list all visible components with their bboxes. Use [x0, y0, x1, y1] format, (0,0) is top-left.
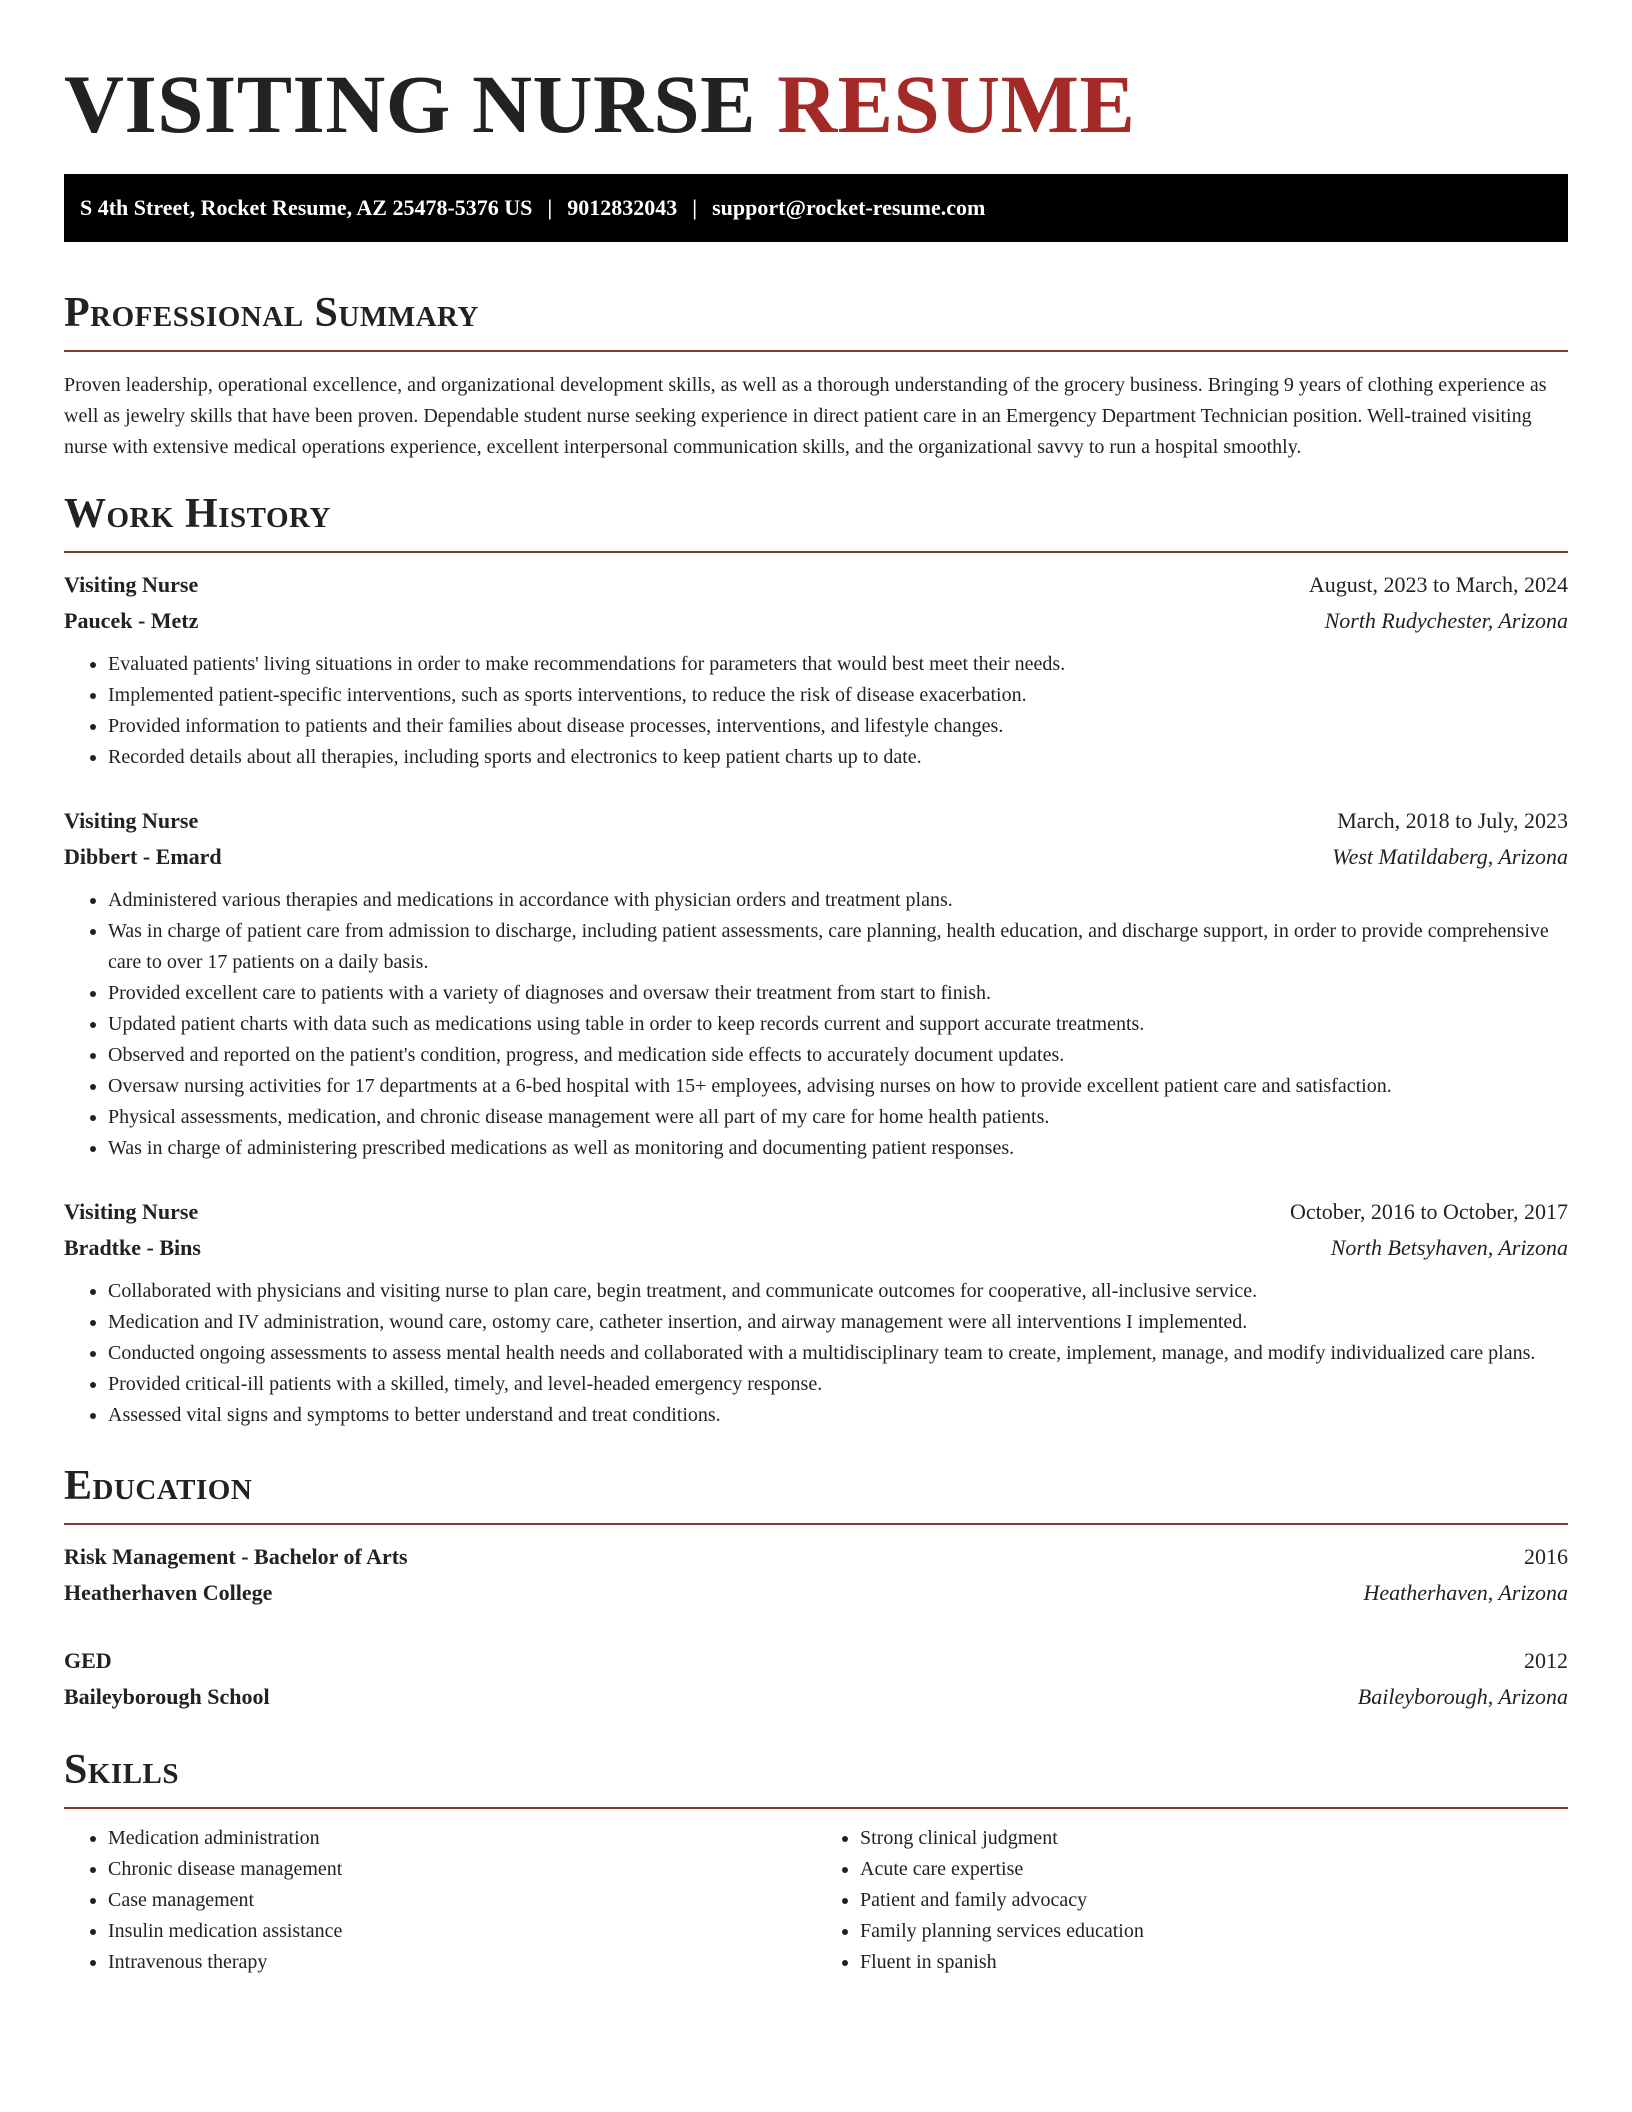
list-item: • Observed and reported on the patient's condition, progress, and medication side effects to accurately document updates. [108, 1040, 1568, 1071]
education-degree-row [64, 1643, 1568, 1679]
skill-item: • Fluent in spanish [860, 1947, 1568, 1978]
section-title-education: Education [64, 1463, 253, 1509]
education-entry [64, 1643, 1568, 1715]
job-dates: August, 2023 to March, 2024 [1308, 572, 1568, 597]
job-header-row [64, 803, 1568, 839]
job-header-row [64, 1194, 1568, 1230]
skills-section [64, 1743, 1568, 1978]
list-item: • Provided excellent care to patients with a variety of diagnoses and oversaw their treatment from start to finish. [108, 978, 1568, 1009]
contact-phone: 9012832043 [567, 195, 678, 220]
title-accent: RESUME [777, 58, 1136, 150]
list-item: • Assessed vital signs and symptoms to better understand and treat conditions. [108, 1400, 1568, 1431]
summary-text: Proven leadership, operational excellence, and organizational development skills, as well as a thorough understanding of the grocery business. Bringing 9 years of clothing experience as well as jewelry skills that have been proven. Dependable student nurse seeking experience in direct patient care in an Emergency Department Technician position. Well-trained visiting nurse with extensive medical operations experience, excellent interpersonal communication skills, and the organizational savvy to run a hospital smoothly. [64, 374, 1547, 458]
education-school-row [64, 1575, 1568, 1611]
list-item: • Recorded details about all therapies, including sports and electronics to keep patient charts up to date. [108, 742, 1568, 773]
list-item: • Oversaw nursing activities for 17 departments at a 6-bed hospital with 15+ employees, advising nurses on how to provide excellent patient care and satisfaction. [108, 1071, 1568, 1102]
contact-email[interactable]: support@rocket-resume.com [712, 195, 986, 220]
job-location: North Betsyhaven, Arizona [1330, 1235, 1568, 1260]
skill-item: • Intravenous therapy [108, 1947, 816, 1978]
list-item: • Provided information to patients and their families about disease processes, interventions, and lifestyle changes. [108, 711, 1568, 742]
education-year: 2012 [1524, 1648, 1568, 1673]
contact-address: S 4th Street, Rocket Resume, AZ 25478-5376 US [80, 195, 533, 220]
job-bullets [64, 885, 1568, 1164]
education-year: 2016 [1524, 1544, 1568, 1569]
section-title-skills: Skills [64, 1747, 180, 1793]
job-dates: March, 2018 to July, 2023 [1337, 808, 1568, 833]
list-item: • Physical assessments, medication, and chronic disease management were all part of my care for home health patients. [108, 1102, 1568, 1133]
job-entry [64, 1194, 1568, 1431]
contact-separator: | [692, 195, 698, 220]
list-item: • Collaborated with physicians and visiting nurse to plan care, begin treatment, and communicate outcomes for cooperative, all-inclusive service. [108, 1276, 1568, 1307]
contact-bar [64, 174, 1568, 242]
skill-item: • Strong clinical judgment [860, 1823, 1568, 1854]
job-company: Dibbert - Emard [64, 844, 222, 869]
skill-item: • Patient and family advocacy [860, 1885, 1568, 1916]
education-section [64, 1459, 1568, 1715]
skill-item: • Insulin medication assistance [108, 1916, 816, 1947]
skill-item: • Chronic disease management [108, 1854, 816, 1885]
education-degree: GED [64, 1648, 112, 1673]
job-title: Visiting Nurse [64, 1199, 199, 1224]
section-divider [64, 1523, 1568, 1525]
section-divider [64, 551, 1568, 553]
list-item: • Medication and IV administration, wound care, ostomy care, catheter insertion, and airway management were all interventions I implemented. [108, 1307, 1568, 1338]
job-location: North Rudychester, Arizona [1324, 608, 1568, 633]
list-item: • Conducted ongoing assessments to assess mental health needs and collaborated with a multidisciplinary team to create, implement, manage, and modify individualized care plans. [108, 1338, 1568, 1369]
list-item: • Administered various therapies and medications in accordance with physician orders and treatment plans. [108, 885, 1568, 916]
list-item: • Updated patient charts with data such as medications using table in order to keep records current and support accurate treatments. [108, 1009, 1568, 1040]
list-item: • Was in charge of patient care from admission to discharge, including patient assessments, care planning, health education, and discharge support, in order to provide comprehensive care to over 17 patients on a daily basis. [108, 916, 1568, 978]
title-main: VISITING NURSE [64, 58, 756, 150]
education-location: Baileyborough, Arizona [1357, 1684, 1568, 1709]
job-location: West Matildaberg, Arizona [1332, 844, 1568, 869]
section-divider [64, 350, 1568, 352]
section-title-work: Work History [64, 491, 331, 537]
job-entry [64, 567, 1568, 773]
job-title: Visiting Nurse [64, 808, 199, 833]
section-divider [64, 1807, 1568, 1809]
education-degree: Risk Management - Bachelor of Arts [64, 1544, 408, 1569]
job-company-row [64, 839, 1568, 875]
skill-item: • Family planning services education [860, 1916, 1568, 1947]
contact-separator: | [547, 195, 553, 220]
education-school: Heatherhaven College [64, 1580, 273, 1605]
summary-section [64, 286, 1568, 463]
list-item: • Provided critical-ill patients with a skilled, timely, and level-headed emergency response. [108, 1369, 1568, 1400]
skill-item: • Acute care expertise [860, 1854, 1568, 1885]
list-item: • Evaluated patients' living situations in order to make recommendations for parameters that would best meet their needs. [108, 649, 1568, 680]
education-degree-row [64, 1539, 1568, 1575]
job-header-row [64, 567, 1568, 603]
job-company: Bradtke - Bins [64, 1235, 201, 1260]
section-title-summary: Professional Summary [64, 290, 479, 336]
work-section [64, 487, 1568, 1431]
job-bullets [64, 649, 1568, 773]
job-title: Visiting Nurse [64, 572, 199, 597]
skill-item: • Medication administration [108, 1823, 816, 1854]
job-bullets [64, 1276, 1568, 1431]
education-location: Heatherhaven, Arizona [1363, 1580, 1568, 1605]
education-entry [64, 1539, 1568, 1611]
job-company: Paucek - Metz [64, 608, 199, 633]
job-dates: October, 2016 to October, 2017 [1289, 1199, 1568, 1224]
resume-title [64, 0, 1568, 150]
skills-column-right [816, 1823, 1568, 1978]
skills-column-left [64, 1823, 816, 1978]
job-company-row [64, 1230, 1568, 1266]
job-company-row [64, 603, 1568, 639]
skills-grid [64, 1823, 1568, 1978]
job-entry [64, 803, 1568, 1164]
list-item: • Was in charge of administering prescribed medications as well as monitoring and documenting patient responses. [108, 1133, 1568, 1164]
skill-item: • Case management [108, 1885, 816, 1916]
education-school-row [64, 1679, 1568, 1715]
list-item: • Implemented patient-specific interventions, such as sports interventions, to reduce the risk of disease exacerbation. [108, 680, 1568, 711]
education-school: Baileyborough School [64, 1684, 270, 1709]
